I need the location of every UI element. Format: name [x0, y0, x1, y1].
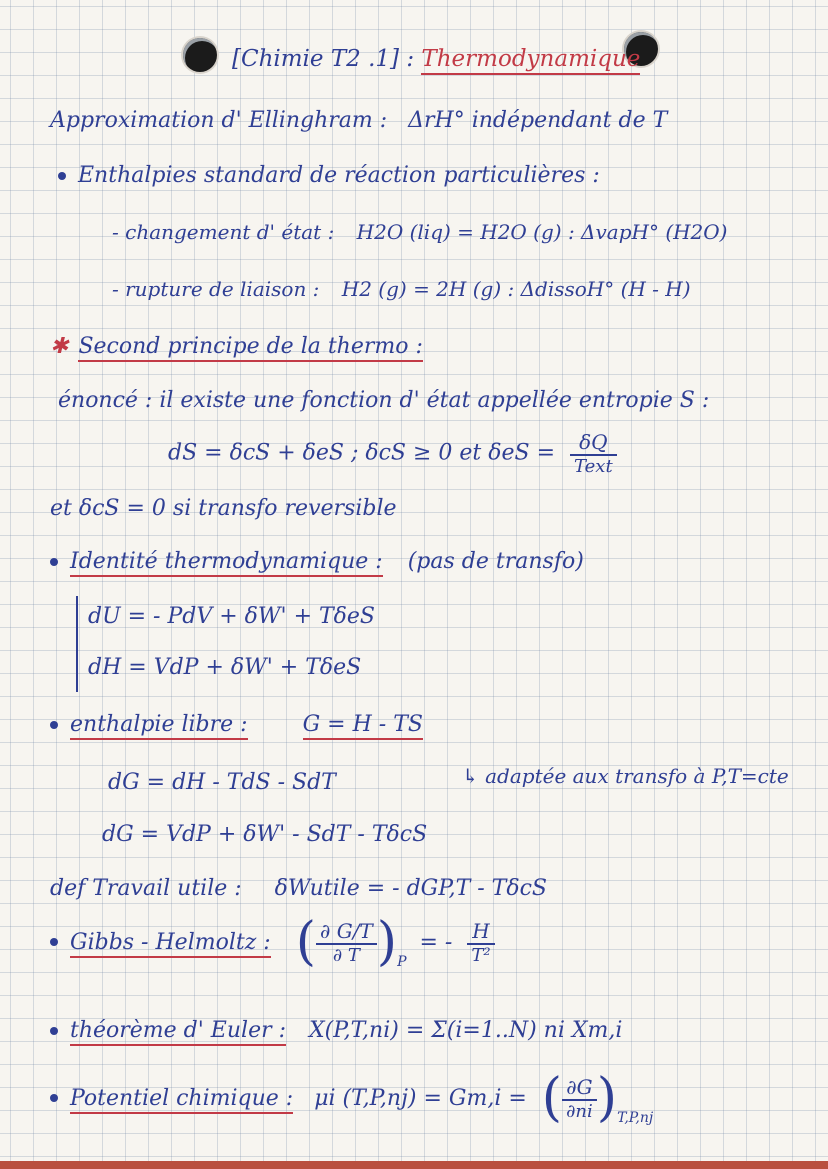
travail-utile-line	[50, 876, 547, 901]
gibbs-subscript: P	[397, 954, 407, 970]
equation-text: dS = δcS + δeS ; δcS ≥ 0 et δeS =	[168, 440, 556, 466]
identite-heading: Identité thermodynamique : (pas de transfo)	[50, 549, 584, 574]
enthalpy-item-1	[112, 220, 727, 244]
approx-label: Approximation d' Ellinghram :	[50, 108, 388, 133]
paper-edge	[0, 1161, 828, 1169]
identity-eq-2: dH = VdP + δW' + TδeS	[88, 655, 362, 680]
bullet-icon	[50, 558, 58, 566]
travail-label: def Travail utile :	[50, 876, 242, 901]
enthalpie-libre-heading: enthalpie libre : G = H - TS	[50, 712, 423, 737]
bullet-icon	[50, 1094, 58, 1102]
close-paren: )	[376, 912, 398, 972]
identity-eq-1: dU = - PdV + δW' + TδeS	[88, 604, 375, 629]
gibbs-fraction: $\frac{\partial G/T}{\partial T}$	[316, 919, 377, 966]
euler-line: théorème d' Euler : X(P,T,ni) = Σ(i=1..N) ni Xm,i	[50, 1018, 622, 1043]
adaptee-note: ↳ adaptée aux transfo à P,T=cte	[462, 764, 789, 788]
potentiel-line: Potentiel chimique : μi (T,P,nj) = Gm,i = ( $\frac{\partial G}{\partial ni}$ )$_{T,P,nj}$	[50, 1072, 653, 1126]
star-icon: ✱	[50, 334, 69, 359]
potentiel-fraction: $\frac{\partial G}{\partial ni}$	[562, 1075, 597, 1122]
bullet-icon	[50, 938, 58, 946]
gibbs-rhs-fraction: $\frac{H}{\text{T²}}$	[467, 919, 494, 966]
travail-equation: δWutile = - dGP,T - TδcS	[274, 876, 547, 901]
identite-note: (pas de transfo)	[407, 549, 584, 574]
binder-hole-left	[183, 38, 217, 72]
bullet-icon	[58, 172, 66, 180]
bullet-icon	[50, 1027, 58, 1035]
gibbs-helmholtz-line: Gibbs - Helmoltz : ( $\frac{\partial G/T}{\partial T}$ )$_P$ = - $\frac{H}{\text{T²}}$	[50, 916, 495, 970]
identity-bracket	[76, 596, 78, 692]
approx-text: ΔrH° indépendant de T	[408, 108, 668, 133]
enthalpies-heading: Enthalpies standard de réaction particulières :	[58, 163, 600, 188]
open-paren: (	[541, 1068, 563, 1128]
euler-equation: X(P,T,ni) = Σ(i=1..N) ni Xm,i	[309, 1018, 623, 1043]
item-label: - rupture de liaison :	[112, 277, 320, 301]
potentiel-lhs: μi (T,P,nj) = Gm,i =	[314, 1085, 527, 1111]
gibbs-definition: G = H - TS	[303, 712, 423, 740]
second-principe-heading: ✱ Second principe de la thermo :	[50, 334, 423, 359]
heat-fraction: $\frac{\delta Q}{\text{Text}}$	[570, 430, 617, 477]
approximation-line	[50, 108, 667, 133]
title-topic: Thermodynamique	[421, 46, 640, 75]
bullet-icon	[50, 721, 58, 729]
dG-equation-1: dG = dH - TdS - SdT	[108, 770, 336, 795]
title-bracket: [Chimie T2 .1] :	[232, 46, 415, 72]
enthalpy-item-2	[112, 277, 691, 301]
close-paren: )	[596, 1068, 618, 1128]
potentiel-subscript: T,P,nj	[617, 1110, 654, 1126]
item-equation: H2 (g) = 2H (g) : ΔdissoH° (H - H)	[341, 277, 691, 301]
item-label: - changement d' état :	[112, 220, 335, 244]
dG-equation-2: dG = VdP + δW' - SdT - TδcS	[102, 822, 428, 847]
open-paren: (	[295, 912, 317, 972]
gibbs-rhs-prefix: = -	[419, 929, 453, 955]
reversible-line: et δcS = 0 si transfo reversible	[50, 496, 397, 521]
page-title	[232, 46, 640, 72]
entropy-equation	[168, 430, 617, 477]
item-equation: H2O (liq) = H2O (g) : ΔvapH° (H2O)	[356, 220, 728, 244]
enonce-line: énoncé : il existe une fonction d' état appellée entropie S :	[58, 388, 710, 413]
